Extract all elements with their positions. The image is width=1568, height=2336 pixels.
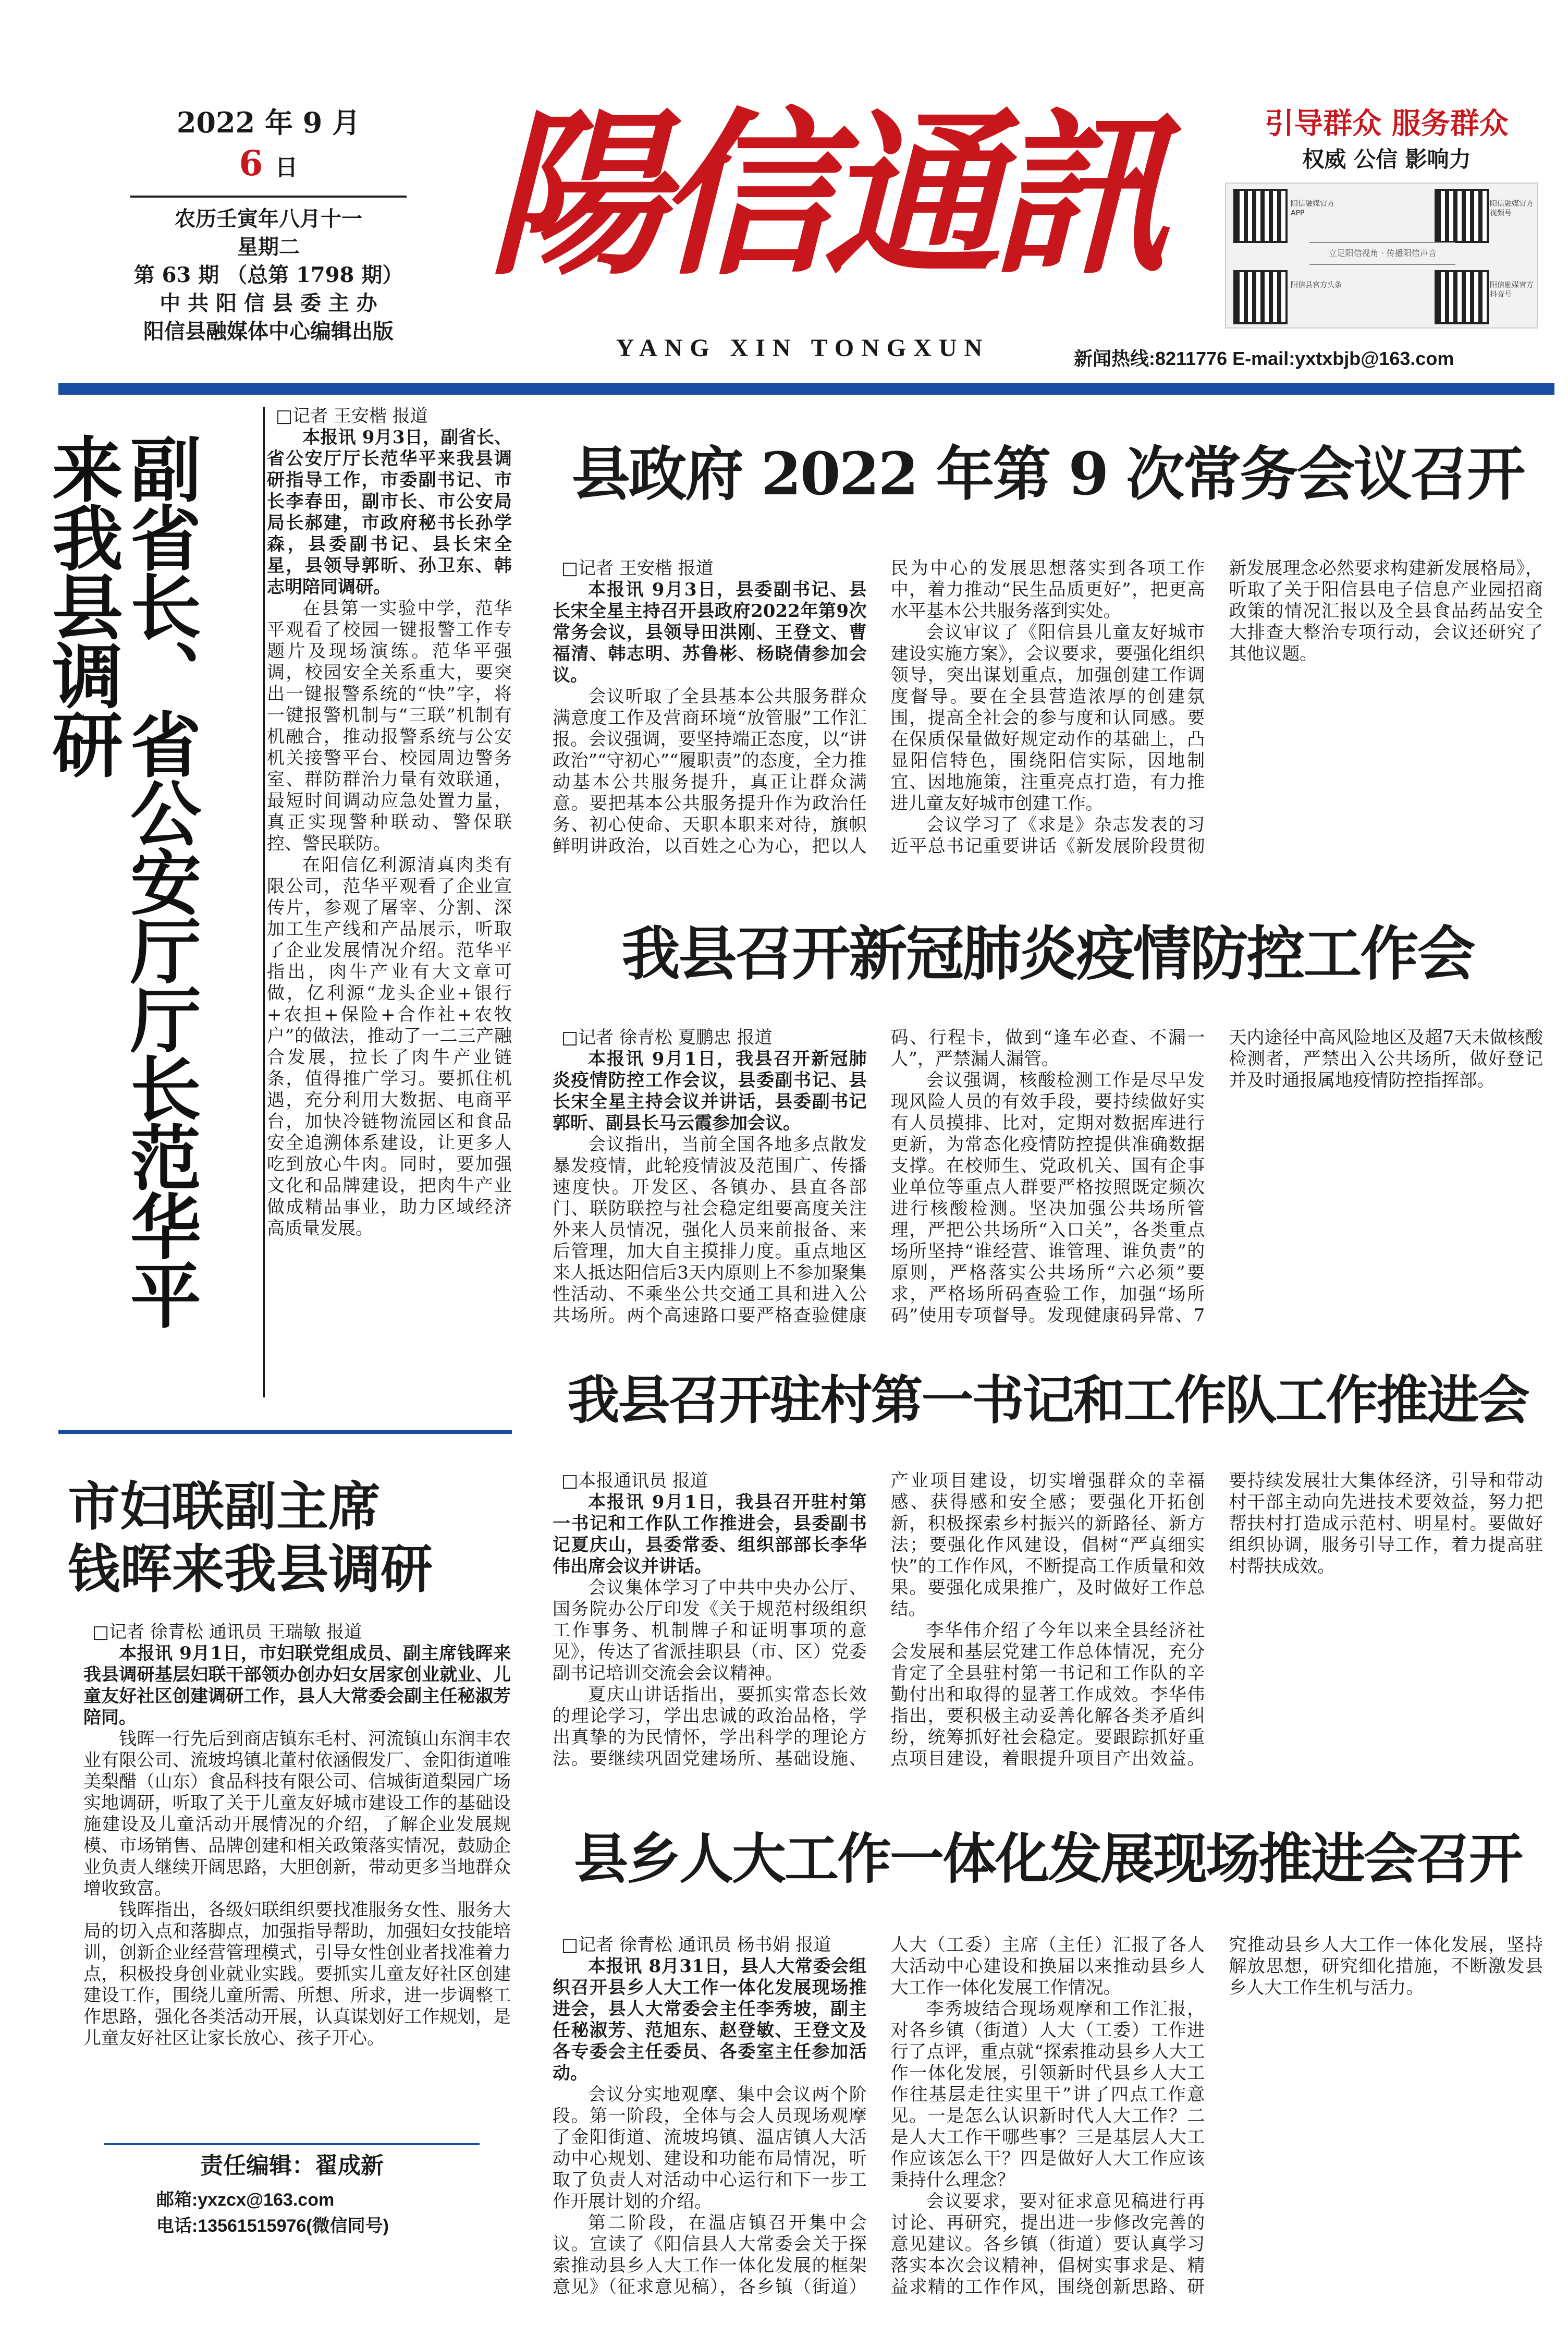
- section-rule: [58, 1430, 512, 1434]
- masthead-logo: 陽信通訊: [488, 91, 1159, 299]
- editor-phone: 电话:13561515976(微信同号): [156, 2216, 389, 2236]
- article5-headline: 我县召开驻村第一书记和工作队工作推进会: [567, 1369, 1528, 1431]
- article3-paragraph: 会议学习了《求是》杂志发表的习近平总书记重要讲话《新发展阶段贯彻新发展理念必然要求构建新发展格局》，听取了关于阳信县电子信息产业园招商政策的情况汇报以及全县食品药品安全大排查大整治专项行动，会议还研究了其他议题。: [890, 558, 1543, 857]
- weekday: 星期二: [237, 235, 300, 259]
- article2-paragraph: 钱晖指出，各级妇联组织要找准服务女性、服务大局的切入点和落脚点，加强指导帮助，加强妇女技能培训，创新企业经营管理模式，引导女性创业者找准着力点，积极投身创业就业实践。要抓实儿童友好社区创建建设工作，围绕儿童所需、所想、所求，进一步调整工作思路，强化各类活动开展，认真谋划好工作规划，是儿童友好社区让家长放心、孩子开心。: [83, 1900, 511, 2049]
- publisher: 中 共 阳 信 县 委 主 办: [160, 291, 377, 315]
- article1-body: [267, 406, 512, 1428]
- article3-paragraph: 本报讯 9月3日，县委副书记、县长宋全星主持召开县政府2022年第9次常务会议，县领导田洪刚、王登文、曹福清、韩志明、苏鲁彬、杨晓倩参加会议。: [553, 579, 867, 686]
- qr-strip-caption: 立足阳信视角 · 传播阳信声音: [1309, 242, 1455, 265]
- qr-label: 阳信县官方头条: [1291, 281, 1342, 289]
- article6-paragraph: 会议分实地观摩、集中会议两个阶段。第一阶段，全体与会人员现场观摩了金阳街道、流坡坞镇、温店镇人大活动中心规划、建设和功能布局情况，听取了负责人对活动中心运行和下一步工作开展计划的介绍。: [553, 2084, 867, 2212]
- article3-paragraph: 会议听取了全县基本公共服务群众满意度工作及营商环境“放管服”工作汇报。会议强调，要坚持端正态度，以“讲政治”“守初心”“履职责”的态度，全力推动基本公共服务提升，真正让群众满意。要把基本公共服务提升作为政治任务、初心使命、天职本职来对待，旗帜鲜明讲政治，以百姓之心为心，把以人民为中心的发展思想落实到各项工作中，着力推动“民生品质更好”，把更高水平基本公共服务落到实处。: [553, 558, 1205, 857]
- editor-email: 邮箱:yxzcx@163.com: [156, 2190, 335, 2210]
- qr-code-icon: [1435, 270, 1489, 324]
- article1-headline: 副省长、省公安厅厅长范华平来我县调研: [40, 433, 200, 1328]
- article6-byline: □记者 徐青松 通讯员 杨书娟 报道: [561, 1935, 831, 1955]
- article2-paragraph: 本报讯 9月1日，市妇联党组成员、副主席钱晖来我县调研基层妇联干部领办创办妇女居家创业就业、儿童友好社区创建调研工作，县人大常委会副主任秘淑芳陪同。: [83, 1643, 511, 1728]
- article4-byline: □记者 徐青松 夏鹏忠 报道: [561, 1027, 773, 1048]
- article5-body: [553, 1470, 1543, 1773]
- article2-body: [83, 1622, 511, 2122]
- qr-label: 阳信融媒官方抖音号: [1490, 281, 1534, 299]
- article2-headline: 市妇联副主席 钱晖来我县调研: [68, 1476, 433, 1600]
- qr-code-strip: [1225, 182, 1538, 328]
- article6-paragraph: 本报讯 8月31日，县人大常委会组织召开县乡人大工作一体化发展现场推进会，县人大常委会主任李秀坡，副主任秘淑芳、范旭东、赵登敏、王登文及各专委会主任委员、各委室主任参加活动。: [553, 1956, 867, 2084]
- lunar-date: 农历壬寅年八月十一: [175, 206, 362, 231]
- article6-headline: 县乡人大工作一体化发展现场推进会召开: [573, 1827, 1522, 1891]
- article5-paragraph: 李华伟介绍了今年以来全县经济社会发展和基层党建工作总体情况，充分肯定了全县驻村第一书记和工作队的辛勤付出和取得的显著工作成效。李华伟指出，要积极主动妥善化解各类矛盾纠纷，统筹抓好社会稳定。要跟踪抓好重点项目建设，着眼提升项目产出效益。要持续发展壮大集体经济，引导和带动村干部主动向先进技术要效益，努力把帮扶村打造成示范村、明星村。要做好组织协调，服务引导工作，着力提高驻村帮扶成效。: [890, 1470, 1543, 1769]
- date-year-month: 2022 年 9 月: [176, 106, 361, 139]
- editor-name: 责任编辑：翟成新: [200, 2152, 384, 2179]
- article5-byline: □本报通讯员 报道: [561, 1470, 708, 1491]
- article2-byline: □记者 徐青松 通讯员 王瑞敏 报道: [92, 1622, 362, 1642]
- article4-paragraph: 会议指出，当前全国各地多点散发暴发疫情，此轮疫情波及范围广、传播速度快。开发区、各镇办、县直各部门、联防联控与社会稳定组要高度关注外来人员情况，强化人员来前报备、来后管理，加大自主摸排力度。重点地区来人抵达阳信后3天内原则上不参加聚集性活动、不乘坐公共交通工具和进入公共场所。两个高速路口要严格查验健康码、行程卡，做到“逢车必查、不漏一人”，严禁漏人漏管。: [553, 1027, 1205, 1326]
- qr-code-icon: [1233, 270, 1288, 324]
- article6-body: [553, 1935, 1543, 2310]
- article3-paragraph: 会议审议了《阳信县儿童友好城市建设实施方案》，会议要求，要强化组织领导，突出谋划重点，加强创建工作调度督导。要在全县营造浓厚的创建氛围，提高全社会的参与度和认同感。要在保质保量做好规定动作的基础上，凸显阳信特色，围绕阳信实际，因地制宜、因地施策，注重亮点打造，有力推进儿童友好城市创建工作。: [890, 622, 1205, 814]
- qr-code-icon: [1435, 189, 1489, 243]
- slogan: 引导群众 服务群众 权威 公信 影响力: [1265, 106, 1509, 172]
- date-block: [99, 104, 438, 346]
- qr-label: 阳信融媒官方APP: [1291, 200, 1334, 217]
- issue-number: 第 63 期 （总第 1798 期）: [133, 263, 403, 287]
- article1-byline: □记者 王安楷 报道: [276, 406, 428, 427]
- article4-body: [553, 1027, 1543, 1340]
- masthead-rule: [58, 383, 1554, 395]
- article5-paragraph: 会议集体学习了中共中央办公厅、国务院办公厅印发《关于规范村级组织工作事务、机制牌子和证明事项的意见》，传达了省派挂职县（市、区）党委副书记培训交流会会议精神。: [553, 1577, 867, 1684]
- article2-paragraph: 钱晖一行先后到商店镇东毛村、河流镇山东润丰农业有限公司、流坡坞镇北董村依涵假发厂、金阳街道唯美梨醋（山东）食品科技有限公司、信城街道梨园广场实地调研，听取了关于儿童友好城市建设工作的基础设施建设及儿童活动开展情况的介绍，了解企业发展规模、市场销售、品牌创建和相关政策落实情况，鼓励企业负责人继续开阔思路，大胆创新，带动更多当地群众增收致富。: [83, 1729, 511, 1899]
- article1-paragraph: 在县第一实验中学，范华平观看了校园一键报警工作专题片及现场演练。范华平强调，校园安全关系重大，要突出一键报警系统的“快”字，将一键报警机制与“三联”机制有机融合，推动报警系统与公安机关接警平台、校园周边警务室、群防群治力量有效联通，最短时间调动应急处置力量，真正实现警种联动、警保联控、警民联防。: [267, 598, 512, 854]
- article6-paragraph: 会议要求，要对征求意见稿进行再讨论、再研究，提出进一步修改完善的意见建议。各乡镇（街道）要认真学习落实本次会议精神，倡树实事求是、精益求精的工作作风，围绕创新思路、研究推动县乡人大工作一体化发展，坚持解放思想，研究细化措施，不断激发县乡人大工作生机与活力。: [890, 1935, 1543, 2297]
- article3-headline: 县政府 2022 年第 9 次常务会议召开: [571, 440, 1524, 508]
- date-day: 6 日: [239, 143, 298, 184]
- masthead-pinyin: YANG XIN TONGXUN: [616, 334, 990, 362]
- article5-paragraph: 夏庆山讲话指出，要抓实常态长效的理论学习，学出忠诚的政治品格，学出真挚的为民情怀，学出科学的理论方法。要继续巩固党建场所、基础设施、产业项目建设，切实增强群众的幸福感、获得感和安全感；要强化开拓创新，积极探索乡村振兴的新路径、新方法；要强化作风建设，倡树“严真细实快”的工作作风，不断提高工作质量和效果。要强化成果推广，及时做好工作总结。: [553, 1470, 1205, 1769]
- news-hotline: 新闻热线:8211776 E-mail:yxtxbjb@163.com: [1074, 348, 1454, 369]
- article6-paragraph: 李秀坡结合现场观摩和工作汇报，对各乡镇（街道）人大（工委）工作进行了点评，重点就“探索推动县乡人大工作一体化发展，引领新时代县乡人大工作往基层走往实里干”讲了四点工作意见。一是怎么认识新时代人大工作？二是人大工作干哪些事？三是基层人大工作应该怎么干？四是做好人大工作应该秉持什么理念？: [890, 1999, 1205, 2191]
- article4-paragraph: 会议强调，核酸检测工作是尽早发现风险人员的有效手段，要持续做好实有人员摸排、比对，定期对数据库进行更新，为常态化疫情防控提供准确数据支撑。在校师生、党政机关、国有企事业单位等重点人群要严格按照既定频次进行核酸检测。坚决加强公共场所管理，严把公共场所“入口关”，各类重点场所坚持“谁经营、谁管理、谁负责”的原则，严格落实公共场所“六必须”要求，严格场所码查验工作，加强“场所码”使用专项督导。发现健康码异常、7天内途径中高风险地区及超7天未做核酸检测者，严禁出入公共场所，做好登记并及时通报属地疫情防控指挥部。: [890, 1027, 1543, 1326]
- column-divider: [263, 407, 265, 1397]
- article4-paragraph: 本报讯 9月1日，我县召开新冠肺炎疫情防控工作会议，县委副书记、县长宋全星主持会议并讲话，县委副书记郭昕、副县长马云霞参加会议。: [553, 1049, 867, 1134]
- article1-paragraph: 本报讯 9月3日，副省长、省公安厅厅长范华平来我县调研指导工作，市委副书记、市长李春田，副市长、市公安局局长郝建，市政府秘书长孙学森，县委副书记、县长宋全星，县领导郭昕、孙卫东、韩志明陪同调研。: [267, 427, 512, 598]
- article4-headline: 我县召开新冠肺炎疫情防控工作会: [621, 920, 1474, 988]
- editor-box: [104, 2143, 480, 2284]
- article3-body: [553, 558, 1543, 871]
- qr-label: 阳信融媒官方视频号: [1490, 200, 1534, 217]
- article6-paragraph: 第二阶段，在温店镇召开集中会议。宣读了《阳信县人大常委会关于探索推动县乡人大工作一体化发展的框架意见》（征求意见稿），各乡镇（街道）人大（工委）主席（主任）汇报了各人大活动中心建设和换届以来推动县乡人大工作一体化发展工作情况。: [553, 1935, 1205, 2297]
- article5-paragraph: 本报讯 9月1日，我县召开驻村第一书记和工作队工作推进会，县委副书记夏庆山，县委常委、组织部部长李华伟出席会议并讲话。: [553, 1492, 867, 1577]
- publisher-editor: 阳信县融媒体中心编辑出版: [143, 319, 394, 344]
- qr-code-icon: [1233, 189, 1288, 243]
- article1-paragraph: 在阳信亿利源清真肉类有限公司，范华平观看了企业宣传片，参观了屠宰、分割、深加工生产线和产品展示，听取了企业发展情况介绍。范华平指出，肉牛产业有大文章可做，亿利源“龙头企业+银行+农担+保险+合作社+农牧户”的做法，推动了一二三产融合发展，拉长了肉牛产业链条，值得推广学习。要抓住机遇，充分利用大数据、电商平台，加快冷链物流园区和食品安全追溯体系建设，让更多人吃到放心牛肉。同时，要加强文化和品牌建设，把肉牛产业做成精品事业，助力区域经济高质量发展。: [267, 855, 512, 1239]
- article3-byline: □记者 王安楷 报道: [561, 558, 714, 579]
